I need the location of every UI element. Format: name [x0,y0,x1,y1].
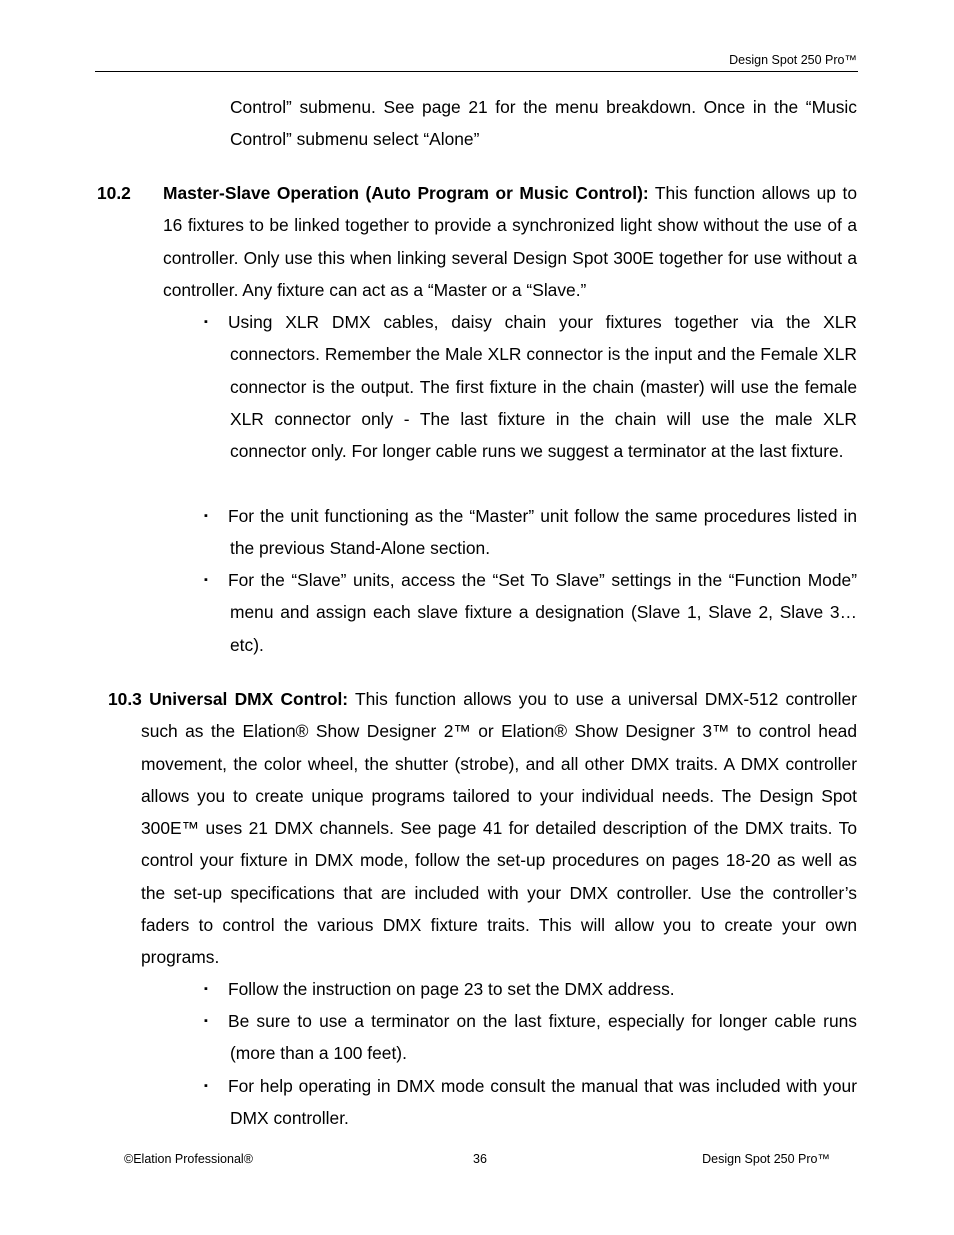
section-number: 10.2 [97,183,131,203]
bullet-icon: ▪ [204,1080,208,1092]
section-heading: Master-Slave Operation (Auto Program or Music Control): [163,183,649,203]
bullet-icon: ▪ [204,983,208,995]
header-rule [95,71,858,72]
section-body: This function allows you to use a universal DMX-512 controller such as the Elation® Show Designer 2™ or Elation® Show Designer 3™ to control head movement, the color wheel, the shutter (strobe), and all other DMX traits. A DMX controller allows you to create unique programs tailored to your individual needs. The Design Spot 300E™ uses 21 DMX channels. See page 41 for detailed description of the DMX traits. To control your fixture in DMX mode, follow the set-up procedures on pages 18-20 as well as the set-up specifications that are included with your DMX controller. Use the controller’s faders to control the various DMX fixture traits. This will allow you to create your own programs. [141,689,857,968]
intro-paragraph: Control” submenu. See page 21 for the menu breakdown. Once in the “Music Control” submenu select “Alone” [230,97,857,150]
section-body: This function allows up to 16 fixtures to be linked together to provide a synchronized light show without the use of a controller. Only use this when linking several Design Spot 300E together for use without a controller. Any fixture can act as a “Master or a “Slave.” [163,183,858,300]
list-item: For the unit functioning as the “Master” unit follow the same procedures listed in the previous Stand-Alone section. [228,506,857,559]
bullet-icon: ▪ [204,316,208,328]
bullet-icon: ▪ [204,510,208,522]
footer-title: Design Spot 250 Pro™ [702,1152,830,1166]
list-item: Follow the instruction on page 23 to set the DMX address. [228,979,675,999]
section-heading: 10.3 Universal DMX Control: [108,689,349,709]
footer-copyright: ©Elation Professional® [124,1152,253,1166]
section-10-2-paragraph [163,177,857,306]
list-item: Using XLR DMX cables, daisy chain your fixtures together via the XLR connectors. Remember the Male XLR connector is the input and the Female XLR connector is the output. The first fixture in the chain (master) will use the female XLR connector only - The last fixture in the chain will use the male XLR connector only. For longer cable runs we suggest a terminator at the last fixture. [228,312,857,462]
list-item: For help operating in DMX mode consult the manual that was included with your DMX controller. [228,1076,857,1129]
list-item: For the “Slave” units, access the “Set To Slave” settings in the “Function Mode” menu and assign each slave fixture a designation (Slave 1, Slave 2, Slave 3…etc). [228,570,857,655]
bullet-icon: ▪ [204,574,208,586]
list-item: Be sure to use a terminator on the last fixture, especially for longer cable runs (more than a 100 feet). [228,1011,857,1064]
running-header: Design Spot 250 Pro™ [729,53,857,67]
page-number: 36 [473,1152,487,1166]
section-10-3-paragraph [108,683,857,974]
bullet-icon: ▪ [204,1015,208,1027]
